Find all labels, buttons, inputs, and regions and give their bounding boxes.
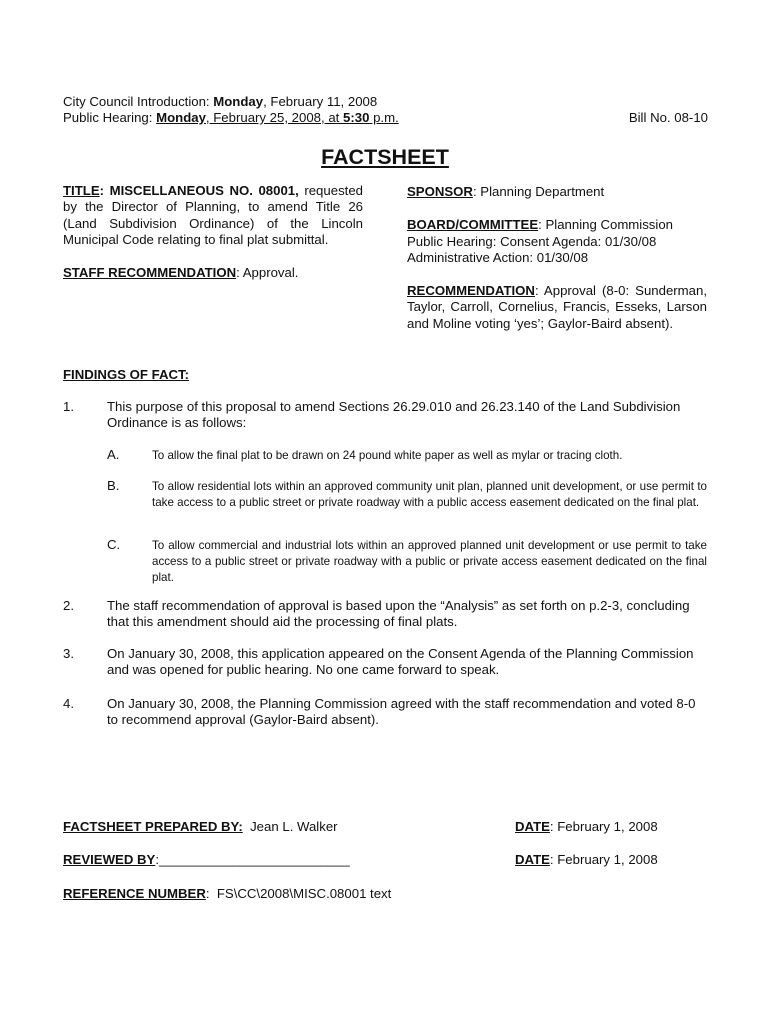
title-text: requested by the Director of Planning, to amend Title 26 (Land Subdivision Ordinance) of the Lincoln Municipal Code relating to final plat submittal. — [63, 183, 363, 247]
finding-number: 1. — [63, 399, 74, 414]
hearing-ampm: p.m. — [369, 110, 399, 125]
staff-label: STAFF RECOMMENDATION — [63, 265, 237, 280]
recommendation-block — [407, 283, 707, 332]
page-title: FACTSHEET — [321, 145, 449, 169]
reviewed-by-value: :__________________________ — [155, 852, 350, 867]
hearing-day: Monday — [156, 110, 206, 125]
title-colon: : — [99, 183, 110, 198]
reviewed-by-label: REVIEWED BY — [63, 852, 156, 867]
subitem-text: To allow commercial and industrial lots within an approved planned unit development or use permit to take access to a public street or private roadway with a public or private access easement dedicated on the final plat. — [152, 539, 707, 584]
finding-number: 4. — [63, 696, 74, 711]
sponsor-text: : Planning Department — [472, 184, 605, 199]
title-name: MISCELLANEOUS NO. 08001, — [109, 183, 299, 198]
sponsor-label: SPONSOR — [407, 184, 473, 199]
recommendation-label: RECOMMENDATION — [407, 283, 535, 299]
intro-date: , February 11, 2008 — [263, 94, 378, 109]
hearing-prefix: Public Hearing: — [63, 110, 157, 125]
board-block — [407, 217, 707, 266]
finding-text: This purpose of this proposal to amend Sections 26.29.010 and 26.23.140 of the Land Subdivision Ordinance is as follows: — [107, 399, 681, 431]
board-public-hearing: Public Hearing: Consent Agenda: 01/30/08 — [407, 233, 657, 249]
finding-number: 2. — [63, 598, 74, 613]
finding-item — [63, 646, 707, 679]
subitem-letter: A. — [107, 447, 120, 462]
board-text: : Planning Commission — [538, 217, 674, 233]
subitem-letter: C. — [107, 537, 121, 552]
subitem-text: To allow residential lots within an approved community unit plan, planned unit development, or use permit to take access to a public street or private roadway with a public access easement dedicated on the final plat. — [152, 480, 707, 509]
finding-item — [63, 598, 707, 631]
finding-subitem — [107, 538, 707, 585]
date-value: : February 1, 2008 — [549, 819, 658, 834]
reference-number-value: : FS\CC\2008\MISC.08001 text — [205, 886, 392, 901]
finding-item — [63, 696, 707, 729]
right-column — [407, 184, 707, 349]
council-introduction-line — [63, 94, 377, 110]
public-hearing-line — [63, 110, 399, 126]
prepared-by-value: Jean L. Walker — [242, 819, 338, 834]
finding-text: The staff recommendation of approval is based upon the “Analysis” as set forth on p.2-3, concluding that this amendment should aid the processing of final plats. — [107, 598, 690, 630]
date-label: DATE — [515, 819, 550, 834]
date-value: : February 1, 2008 — [549, 852, 658, 867]
finding-text: On January 30, 2008, the Planning Commission agreed with the staff recommendation and voted 8-0 to recommend approval (Gaylor-Baird absent). — [107, 696, 696, 728]
prepared-date-line — [515, 819, 658, 835]
finding-subitem — [107, 479, 707, 511]
bill-number: Bill No. 08-10 — [628, 110, 708, 125]
subitem-letter: B. — [107, 478, 120, 493]
reference-number-line — [63, 886, 391, 902]
reference-number-label: REFERENCE NUMBER — [63, 886, 206, 901]
staff-recommendation — [63, 265, 363, 281]
subitem-text: To allow the final plat to be drawn on 24 pound white paper as well as mylar or tracing cloth. — [152, 449, 623, 462]
title-block — [63, 183, 363, 248]
finding-subitem — [107, 448, 707, 464]
hearing-date: , February 25, 2008, at — [205, 110, 344, 125]
hearing-time: 5:30 — [343, 110, 370, 125]
title-label: TITLE — [63, 183, 100, 198]
finding-text: On January 30, 2008, this application appeared on the Consent Agenda of the Planning Commission and was opened for public hearing. No one came forward to speak. — [107, 646, 694, 678]
finding-item — [63, 399, 707, 432]
date-label: DATE — [515, 852, 550, 867]
intro-prefix: City Council Introduction: — [63, 94, 214, 109]
finding-number: 3. — [63, 646, 74, 661]
findings-heading: FINDINGS OF FACT: — [63, 367, 190, 382]
intro-day: Monday — [213, 94, 264, 109]
prepared-by-label: FACTSHEET PREPARED BY: — [63, 819, 243, 834]
prepared-by-line — [63, 819, 338, 835]
sponsor-block — [407, 184, 707, 200]
recommendation-text: : Approval (8-0: Sunderman, Taylor, Carroll, Cornelius, Francis, Esseks, Larson and Moline voting ‘yes’; Gaylor-Baird absent). — [407, 283, 707, 331]
staff-text: : Approval. — [236, 265, 299, 280]
board-label: BOARD/COMMITTEE — [407, 217, 539, 233]
reviewed-by-line — [63, 852, 350, 868]
reviewed-date-line — [515, 852, 658, 868]
board-administrative-action: Administrative Action: 01/30/08 — [407, 249, 589, 265]
